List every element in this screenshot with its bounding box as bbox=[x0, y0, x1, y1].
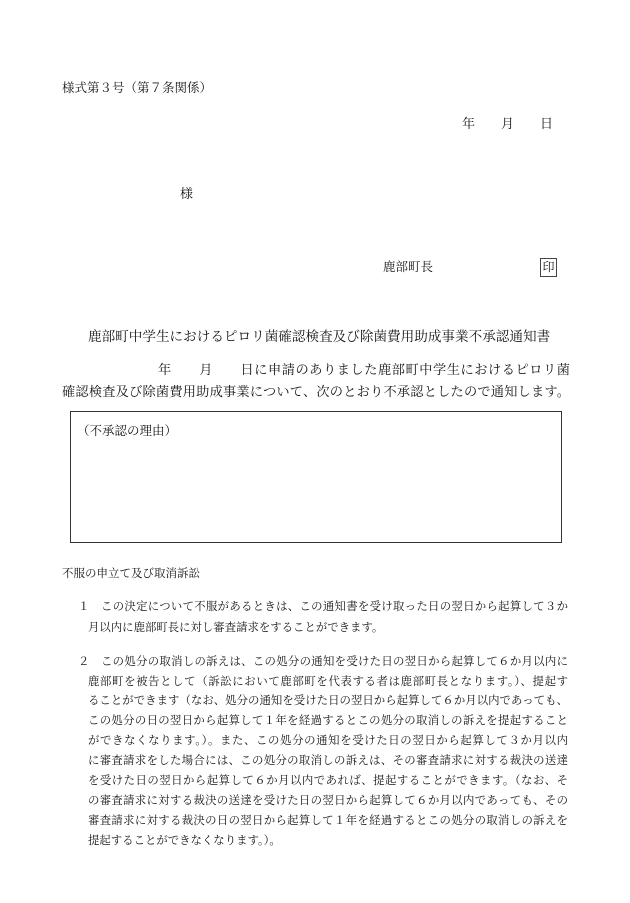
item-line: の審査請求に対する裁決の送達を受けた日の翌日から起算して６か月以内であっても、その bbox=[88, 793, 568, 807]
item-line: に審査請求をした場合には、この処分の取消しの訴えは、その審査請求に対する裁決の送達 bbox=[88, 753, 568, 767]
item-line: ができなくなります。）。また、この処分の通知を受けた日の翌日から起算して３か月以内 bbox=[88, 733, 568, 747]
body-line: 確認検査及び除菌費用助成事業について、次のとおり不承認としたので通知します。 bbox=[62, 385, 570, 400]
seal-stamp: 印 bbox=[540, 258, 557, 277]
date-line: 年 月 日 bbox=[462, 117, 554, 132]
item-line: 審査請求に対する裁決の日の翌日から起算して１年を経過するとこの処分の取消しの訴えを bbox=[88, 813, 568, 827]
item-line: 月以内に鹿部町長に対し審査請求をすることができます。 bbox=[88, 620, 384, 634]
issuer-title: 鹿部町長 bbox=[383, 259, 434, 274]
reason-box bbox=[70, 411, 562, 543]
item-line: この処分の日の翌日から起算して１年を経過するとこの処分の取消しの訴えを提起すること bbox=[88, 713, 568, 727]
item-number: １ bbox=[78, 599, 90, 613]
body-line: 年 月 日に申請のありました鹿部町中学生におけるピロリ菌 bbox=[158, 363, 570, 378]
item-line: この決定について不服があるときは、この通知書を受け取った日の翌日から起算して３か bbox=[101, 599, 568, 613]
appeal-heading: 不服の申立て及び取消訴訟 bbox=[62, 566, 200, 580]
item-line: この処分の取消しの訴えは、この処分の通知を受けた日の翌日から起算して６か月以内に bbox=[101, 654, 568, 668]
form-number: 様式第３号（第７条関係） bbox=[62, 80, 213, 95]
reason-label: （不承認の理由） bbox=[77, 423, 178, 438]
item-line: 提起することができなくなります。）。 bbox=[88, 833, 281, 847]
notice-title: 鹿部町中学生におけるピロリ菌確認検査及び除菌費用助成事業不承認通知書 bbox=[88, 329, 551, 345]
item-line: を受けた日の翌日から起算して６か月以内であれば、提起することができます。（なお、そ bbox=[88, 773, 568, 787]
item-line: 鹿部町を被告として（訴訟において鹿部町を代表する者は鹿部町長となります。）、提起す bbox=[88, 674, 568, 688]
item-line: ることができます（なお、処分の通知を受けた日の翌日から起算して６か月以内であっても、 bbox=[88, 693, 568, 707]
addressee-honorific: 様 bbox=[180, 187, 194, 202]
item-number: ２ bbox=[78, 654, 90, 668]
